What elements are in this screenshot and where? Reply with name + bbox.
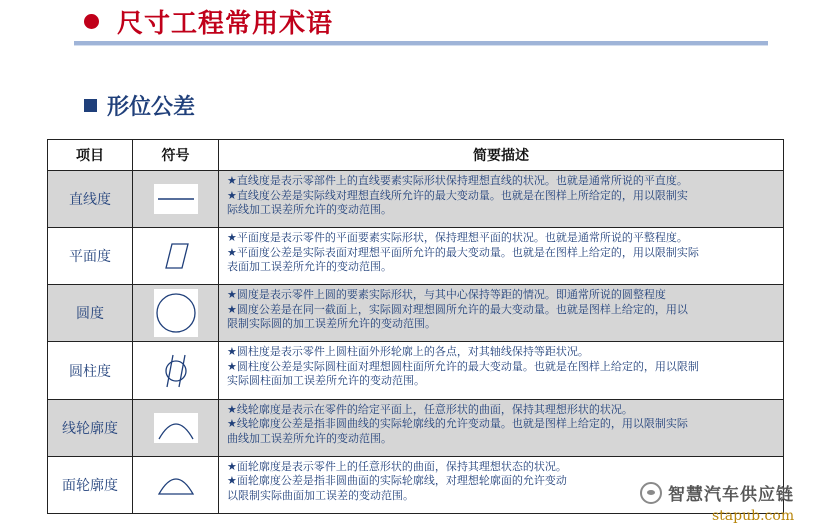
straightness-icon [154,184,198,214]
watermark [640,480,794,505]
description-line: 际线加工误差所允许的变动范围。 [227,203,392,216]
title-divider-shadow [74,45,768,46]
description-line: ★线轮廓度是表示在零件的给定平面上，任意形状的曲面，保持其理想形状的状况。 [227,402,633,416]
description-line: 以限制实际曲面加工误差的变动范围。 [227,488,414,502]
row-description [219,171,784,228]
page-title: 尺寸工程常用术语 [117,8,334,39]
flatness-icon [154,241,198,271]
table-row [48,171,784,228]
header-symbol: 符号 [133,140,219,171]
watermark-text: 智慧汽车供应链 [668,485,794,505]
row-description [219,342,784,399]
line-profile-icon [154,413,198,443]
table-row [48,342,784,399]
surface-profile-icon [154,470,198,500]
row-item-label: 面轮廓度 [48,456,133,513]
description-line: ★平面度公差是实际表面对理想平面所允许的最大变动量。也就是在图样上给定的，用以限制实际 [227,245,699,259]
row-symbol-cell [133,171,219,228]
description-line: ★直线度公差是实际线对理想直线所允许的最大变动量。也就是在图样上所给定的，用以限制实 [227,188,688,202]
cylindricity-icon [154,353,198,389]
description-line: ★圆度是表示零件上圆的要素实际形状，与其中心保持等距的情况。即通常所说的圆整程度 [227,288,666,302]
header-description: 简要描述 [219,140,784,171]
description-line: 曲线加工误差所允许的变动范围。 [227,431,392,445]
description-line: 表面加工误差所允许的变动范围。 [227,260,392,274]
table-header-row [48,140,784,171]
subtitle-bullet-icon [84,99,97,112]
section-subtitle: 形位公差 [107,94,196,120]
table-row [48,399,784,456]
row-item-label: 直线度 [48,171,133,228]
table-row [48,228,784,285]
description-line: ★线轮廓度公差是指非圆曲线的实际轮廓线的允许变动量。也就是图样上给定的，用以限制实际 [227,417,688,431]
row-description [219,228,784,285]
row-item-label: 圆柱度 [48,342,133,399]
description-line: ★平面度是表示零件的平面要素实际形状，保持理想平面的状况。也就是通常所说的平整程度。 [227,231,688,245]
description-line: 限制实际圆的加工误差所允许的变动范围。 [227,317,436,331]
description-line: ★圆柱度是表示零件上圆柱面外形轮廓上的各点，对其轴线保持等距状况。 [227,345,589,359]
tolerance-table [47,139,784,514]
row-symbol-cell [133,399,219,456]
row-item-label: 线轮廓度 [48,399,133,456]
row-item-label: 平面度 [48,228,133,285]
row-description [219,399,784,456]
description-line: 实际圆柱面加工误差所允许的变动范围。 [227,374,425,388]
description-line: ★圆度公差是在同一截面上，实际圆对理想圆所允许的最大变动量。也就是图样上给定的，用以 [227,302,688,316]
row-item-label: 圆度 [48,285,133,342]
row-symbol-cell [133,342,219,399]
row-symbol-cell [133,285,219,342]
wechat-icon [640,482,662,504]
title-bullet-icon [84,14,99,29]
description-line: ★直线度是表示零部件上的直线要素实际形状保持理想直线的状况。也就是通常所说的平直度。 [227,174,688,187]
circularity-icon [154,289,198,337]
header-item: 项目 [48,140,133,171]
watermark-site: stapub.com [712,508,795,524]
description-line: ★圆柱度公差是实际圆柱面对理想圆柱面所允许的最大变动量。也就是在图样上给定的，用以限制 [227,359,699,373]
description-line: ★面轮廓度公差是指非圆曲面的实际轮廓线，对理想轮廓面的允许变动 [227,474,567,488]
subtitle-row [84,90,195,120]
row-symbol-cell [133,456,219,513]
table-row [48,285,784,342]
row-description [219,285,784,342]
title-row [84,4,333,38]
row-symbol-cell [133,228,219,285]
description-line: ★面轮廓度是表示零件上的任意形状的曲面，保持其理想状态的状况。 [227,459,567,473]
